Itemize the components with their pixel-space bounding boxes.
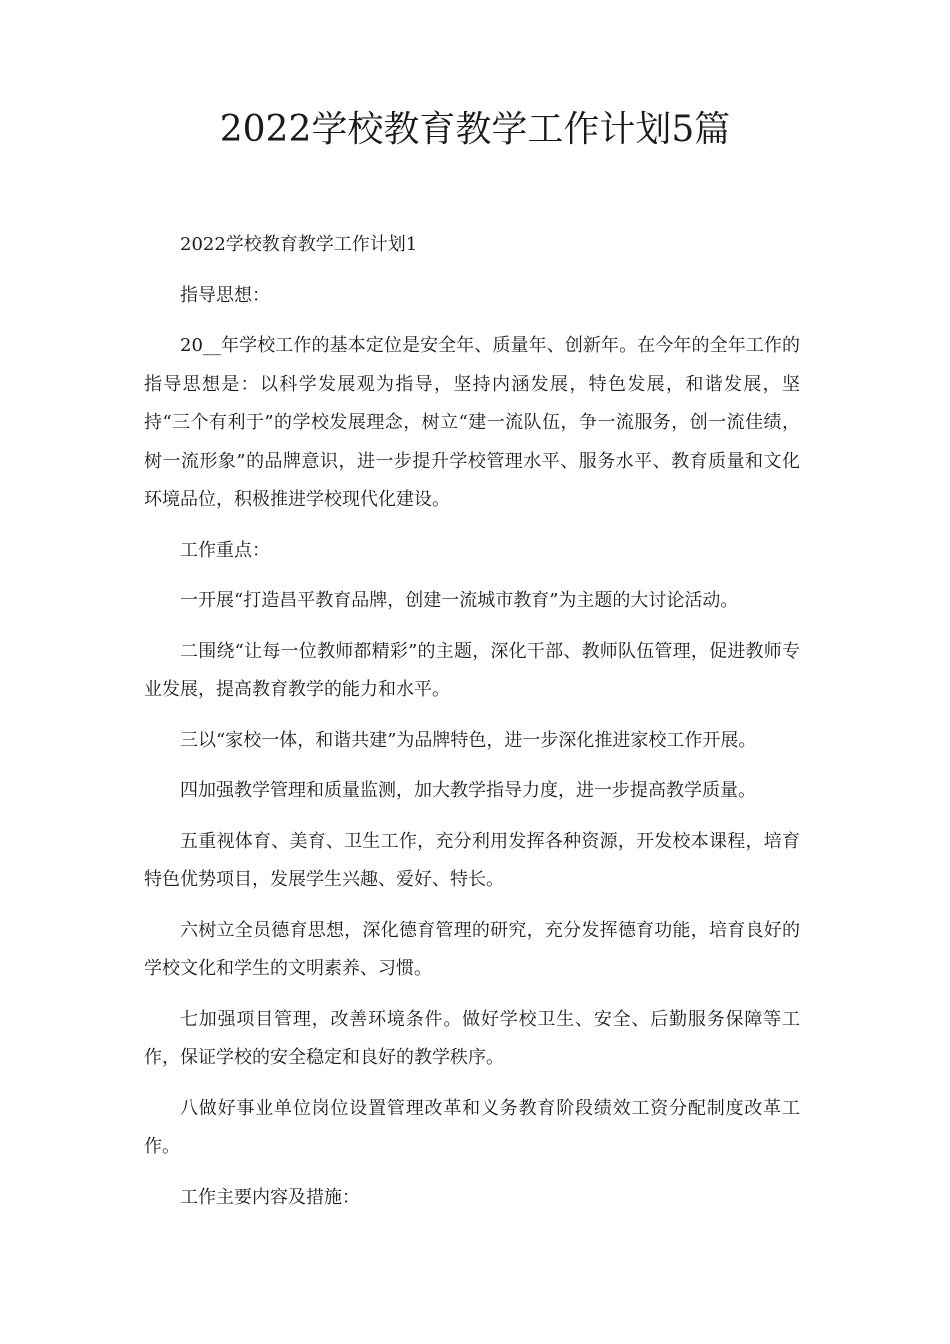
focus-item-4: 四加强教学管理和质量监测，加大教学指导力度，进一步提高教学质量。 <box>180 780 756 801</box>
subheading-guiding-ideology: 指导思想： <box>180 284 270 306</box>
focus-item-5: 五重视体育、美育、卫生工作，充分利用发挥各种资源，开发校本课程，培育特色优势项目，发展学生兴趣、爱好、特长。 <box>144 830 800 890</box>
focus-item-2: 二围绕“让每一位教师都精彩”的主题，深化干部、教师队伍管理，促进教师专业发展，提高教育教学的能力和水平。 <box>144 640 800 700</box>
focus-item-3: 三以“家校一体，和谐共建”为品牌特色，进一步深化推进家校工作开展。 <box>180 729 757 751</box>
document-title: 2022学校教育教学工作计划5篇 <box>219 109 731 150</box>
paragraph-guiding-ideology: 20__年学校工作的基本定位是安全年、质量年、创新年。在今年的全年工作的指导思想是：以科学发展观为指导，坚持内涵发展，特色发展，和谐发展，坚持“三个有利于”的学校发展理念，树立“建一流队伍，争一流服务，创一流佳绩，树一流形象”的品牌意识，进一步提升学校管理水平、服务水平、教育质量和文化环境品位，积极推进学校现代化建设。 <box>144 335 800 510</box>
focus-item-1: 一开展“打造昌平教育品牌，创建一流城市教育”为主题的大讨论活动。 <box>180 590 739 611</box>
focus-item-6: 六树立全员德育思想，深化德育管理的研究，充分发挥德育功能，培育良好的学校文化和学生的文明素养、习惯。 <box>144 919 800 979</box>
focus-item-7: 七加强项目管理，改善环境条件。做好学校卫生、安全、后勤服务保障等工作，保证学校的安全稳定和良好的教学秩序。 <box>144 1008 800 1068</box>
subheading-main-content: 工作主要内容及措施： <box>180 1186 360 1208</box>
focus-item-8: 八做好事业单位岗位设置管理改革和义务教育阶段绩效工资分配制度改革工作。 <box>144 1097 800 1157</box>
document-body <box>144 226 800 1229</box>
section-heading: 2022学校教育教学工作计划1 <box>180 234 418 255</box>
subheading-work-focus: 工作重点： <box>180 539 270 561</box>
